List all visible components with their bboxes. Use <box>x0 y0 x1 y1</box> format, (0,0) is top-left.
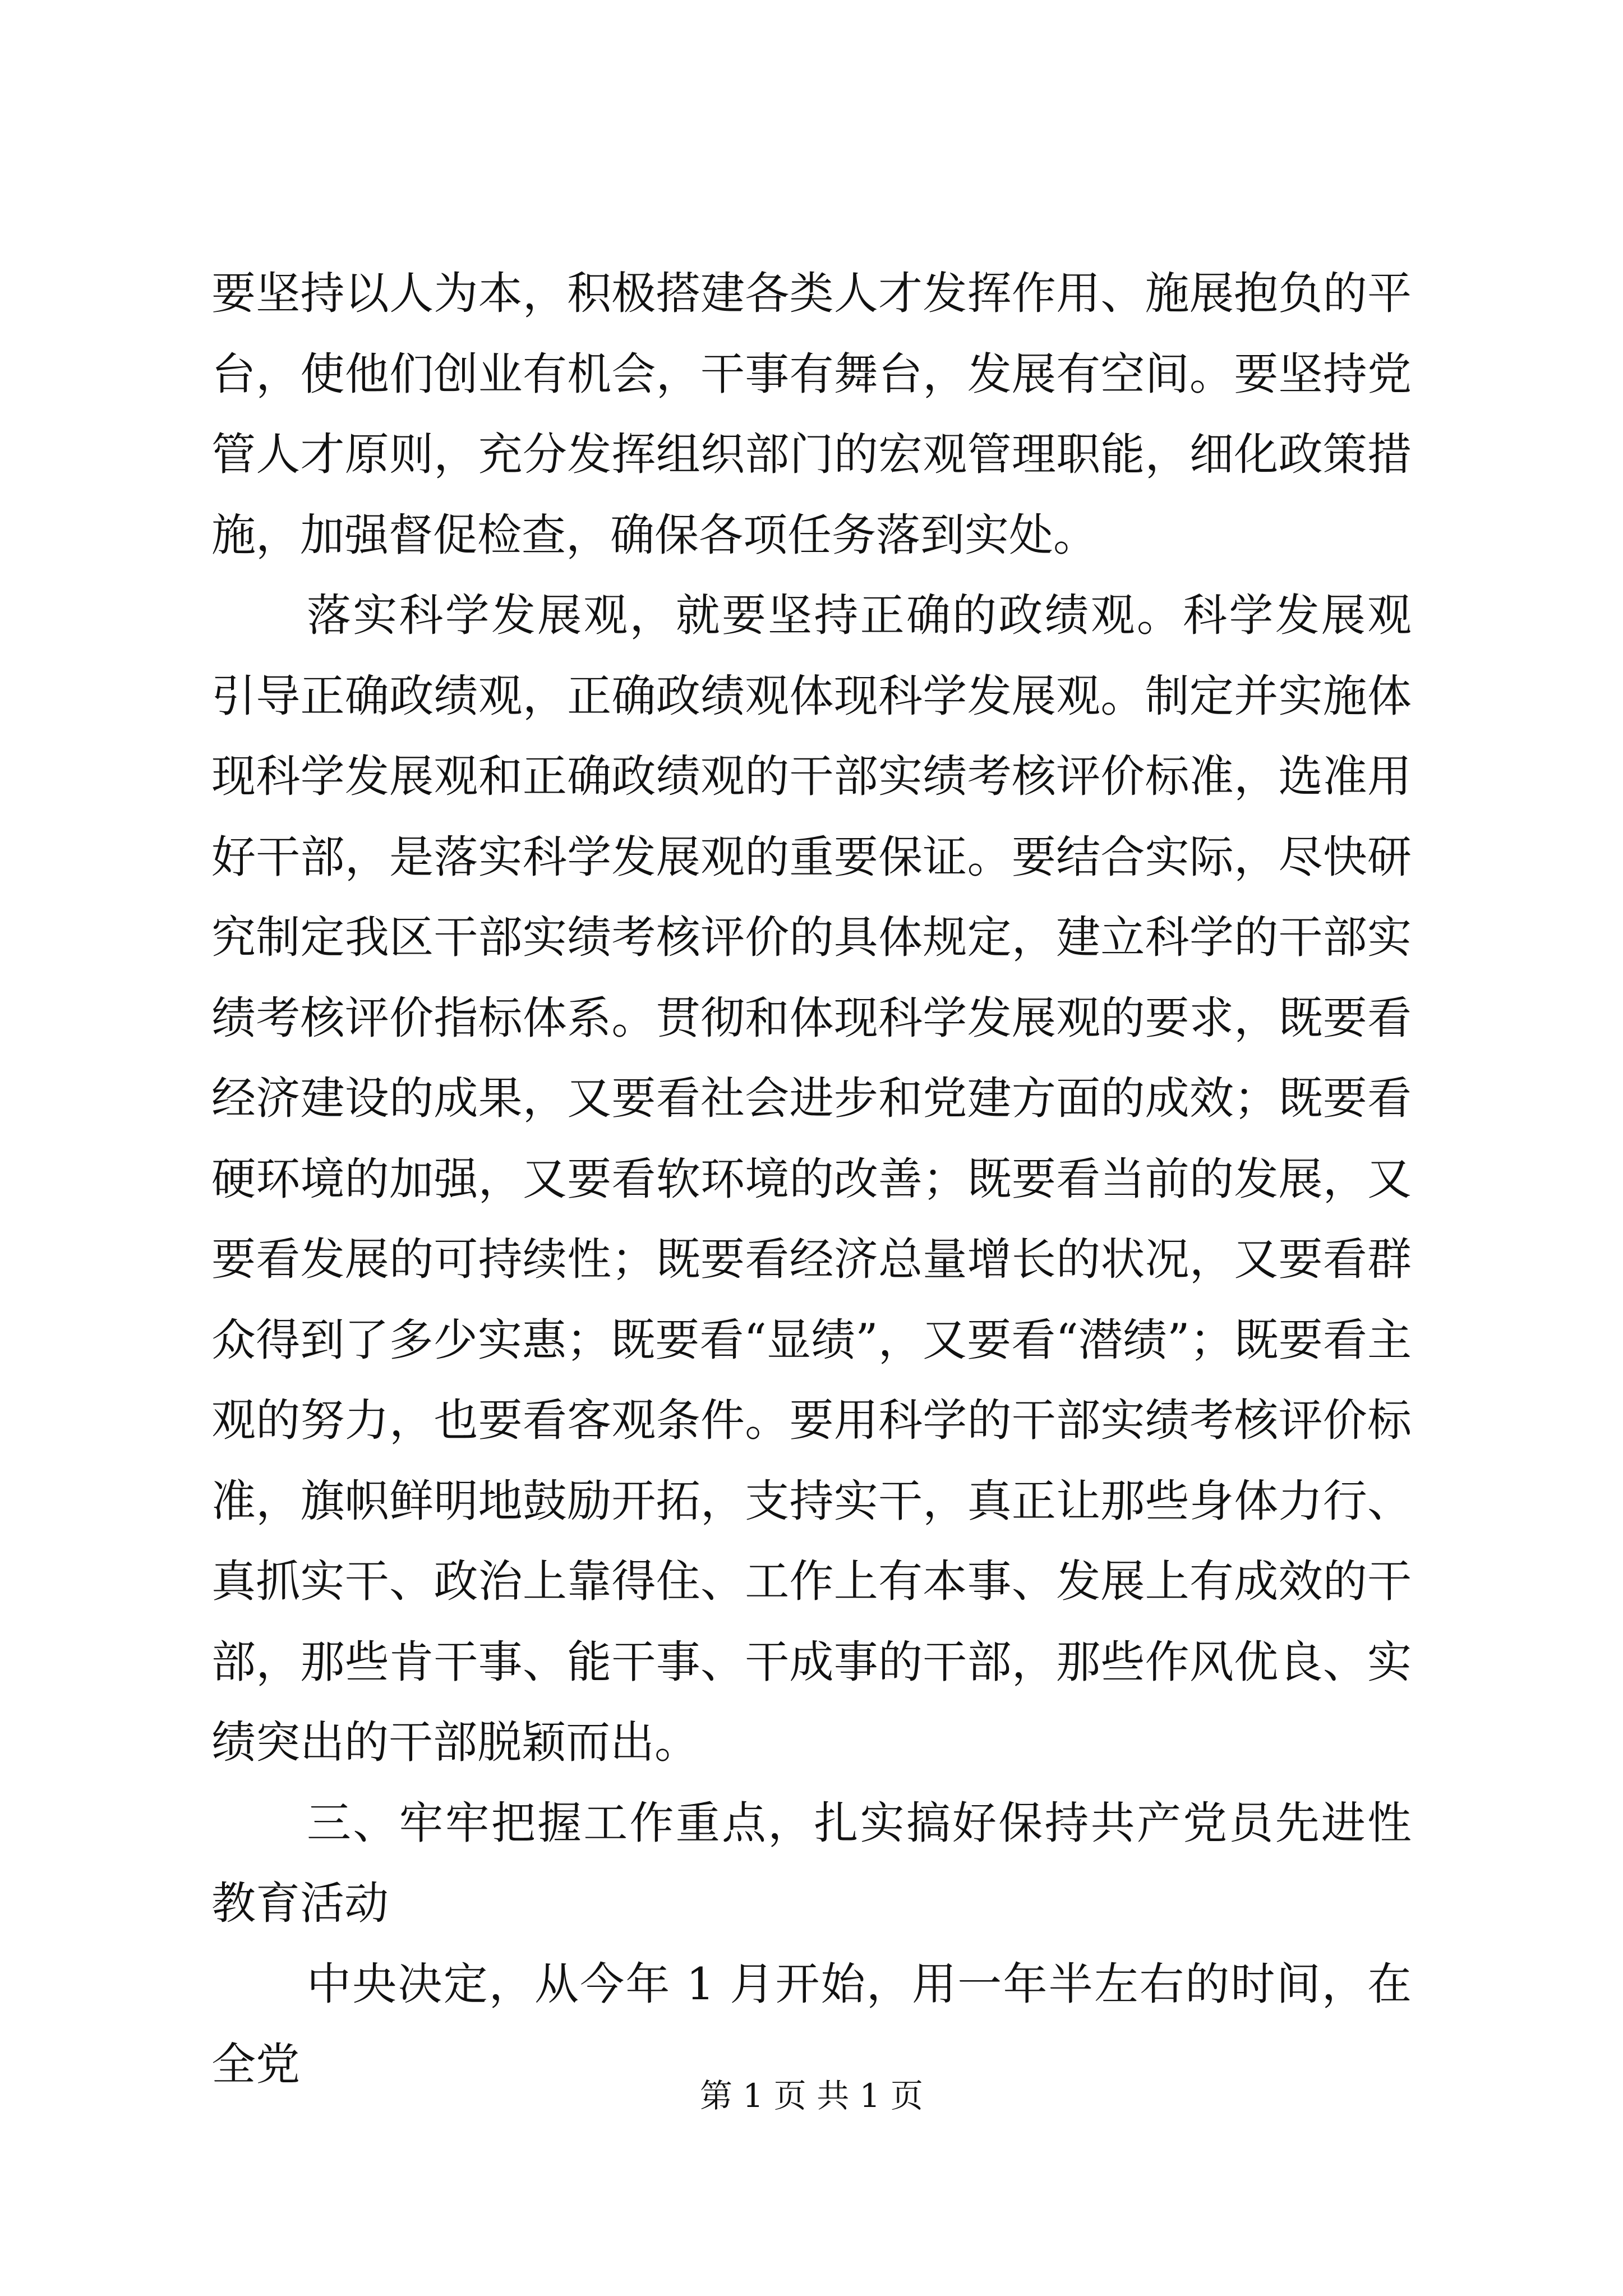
paragraph-1: 要坚持以人为本，积极搭建各类人才发挥作用、施展抱负的平台，使他们创业有机会，干事有舞台，发展有空间。要坚持党管人才原则，充分发挥组织部门的宏观管理职能，细化政策措施，加强督促检查，确保各项任务落到实处。 <box>211 268 1412 561</box>
paragraph-4: 中央决定，从今年 1 月开始，用一年半左右的时间，在全党 <box>211 1958 1412 2090</box>
page-number-footer: 第 1 页 共 1 页 <box>700 2077 923 2115</box>
paragraph-2: 落实科学发展观，就要坚持正确的政绩观。科学发展观引导正确政绩观，正确政绩观体现科学发展观。制定并实施体现科学发展观和正确政绩观的干部实绩考核评价标准，选准用好干部，是落实科学发展观的重要保证。要结合实际，尽快研究制定我区干部实绩考核评价的具体规定，建立科学的干部实绩考核评价指标体系。贯彻和体现科学发展观的要求，既要看经济建设的成果，又要看社会进步和党建方面的成效；既要看硬环境的加强，又要看软环境的改善；既要看当前的发展，又要看发展的可持续性；既要看经济总量增长的状况，又要看群众得到了多少实惠；既要看“显绩”，又要看“潜绩”；既要看主观的努力，也要看客观条件。要用科学的干部实绩考核评价标准，旗帜鲜明地鼓励开拓，支持实干，真正让那些身体力行、真抓实干、政治上靠得住、工作上有本事、发展上有成效的干部，那些肯干事、能干事、干成事的干部，那些作风优良、实绩突出的干部脱颖而出。 <box>211 590 1412 1768</box>
section-heading-3: 三、牢牢把握工作重点，扎实搞好保持共产党员先进性教育活动 <box>211 1797 1412 1929</box>
document-body <box>211 254 1412 2105</box>
